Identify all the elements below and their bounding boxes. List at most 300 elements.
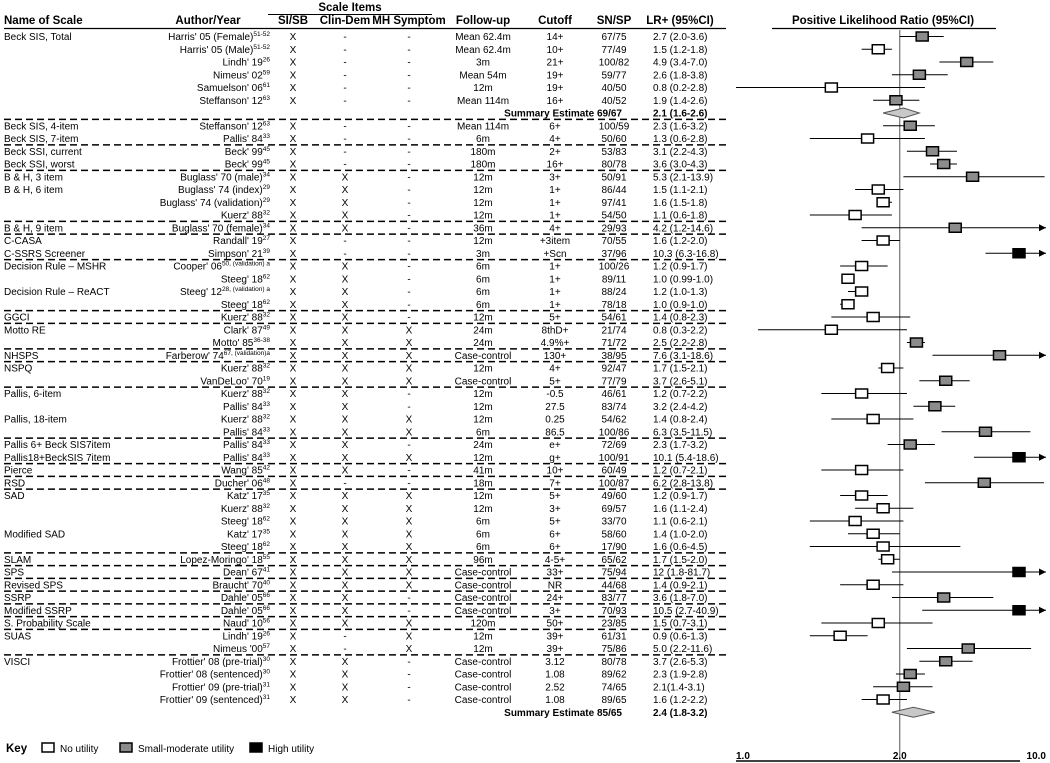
lr-ci-cell: 1.9 (1.4-2.6) [653, 95, 708, 107]
scale-name-cell: VISCI [4, 656, 31, 668]
si-sb-cell: X [289, 580, 297, 592]
legend-title: Key [6, 743, 28, 755]
sn-sp-cell: 23/85 [601, 618, 627, 630]
author-year-cell: Simpson' $21^{39}$ [208, 247, 270, 260]
mh-symptom-cell: - [407, 261, 411, 273]
lr-ci-cell: 1.2 (0.7-2.2) [653, 389, 708, 400]
author-year-cell: Beck' $99^{45}$ [224, 145, 270, 158]
author-year-cell: Kuerz' $88^{32}$ [220, 413, 270, 426]
cutoff-cell: 1.08 [545, 695, 565, 706]
point-estimate-marker [882, 364, 894, 373]
legend-swatch-no-utility [42, 743, 54, 752]
lr-ci-cell: 0.9 (0.6-1.3) [653, 631, 708, 643]
point-estimate-marker [856, 389, 868, 398]
mh-symptom-cell: - [407, 159, 411, 171]
ci-arrow [1039, 607, 1046, 614]
table-row [4, 414, 707, 426]
mh-symptom-cell: - [407, 134, 411, 145]
lr-ci-cell: 1.4 (0.8-2.3) [653, 312, 708, 324]
author-year-cell: Kuerz' $88^{32}$ [220, 209, 270, 222]
point-estimate-marker [842, 300, 854, 309]
clin-dem-cell: - [343, 95, 347, 107]
cutoff-cell: 6+ [549, 542, 561, 553]
author-year-cell: Frottier' 09 (pre-trial)$^{31}$ [171, 681, 270, 694]
follow-up-cell: Case-control [454, 376, 512, 388]
cutoff-cell: 8thD+ [541, 325, 569, 337]
clin-dem-cell: - [343, 57, 347, 69]
si-sb-cell: X [289, 440, 297, 451]
author-year-cell: Steeg' $18^{62}$ [220, 298, 270, 311]
mh-symptom-cell: - [407, 197, 411, 209]
point-estimate-marker [877, 542, 889, 551]
point-estimate-marker [856, 466, 868, 475]
si-sb-cell: X [289, 325, 297, 337]
clin-dem-cell: X [341, 312, 349, 324]
sn-sp-cell: 80/78 [601, 656, 627, 668]
sn-sp-cell: 44/68 [601, 580, 627, 592]
si-sb-cell: X [289, 478, 297, 490]
cutoff-cell: 86.5 [545, 427, 565, 439]
mh-symptom-cell: X [405, 325, 413, 337]
point-estimate-marker [910, 338, 922, 347]
author-year-cell: Buglass' 70 (female)$^{34}$ [171, 222, 270, 235]
mh-symptom-cell: - [407, 57, 411, 69]
mh-symptom-cell: - [407, 172, 411, 184]
clin-dem-cell: - [343, 70, 347, 82]
table-row [221, 503, 708, 515]
sn-sp-cell: 83/74 [601, 401, 627, 413]
point-estimate-marker [904, 440, 916, 449]
scale-name-cell: C-SSRS Screener [4, 248, 86, 260]
clin-dem-cell: - [343, 236, 347, 247]
cutoff-cell: 1+ [549, 185, 561, 196]
si-sb-cell: X [289, 236, 297, 247]
point-estimate-marker [938, 160, 950, 169]
cutoff-cell: 7+ [549, 478, 561, 490]
follow-up-cell: 12m [473, 172, 493, 184]
point-estimate-marker [867, 580, 879, 589]
cutoff-cell: g+ [549, 452, 561, 464]
si-sb-cell: X [289, 57, 297, 69]
header-name-of-scale: Name of Scale [4, 15, 83, 27]
clin-dem-cell: - [343, 478, 347, 490]
lr-ci-cell: 2.3 (1.9-2.8) [653, 669, 708, 681]
ci-arrow [1039, 250, 1046, 257]
legend-swatch-high-utility [250, 743, 262, 752]
cutoff-cell: 4+ [549, 223, 561, 235]
lr-ci-cell: 2.1 (1.6-2.6) [653, 108, 708, 120]
author-year-cell: Beck' $99^{45}$ [224, 158, 270, 171]
table-row [4, 133, 707, 145]
follow-up-cell: Case-control [454, 682, 512, 694]
sn-sp-cell: 100/59 [598, 121, 630, 133]
sn-sp-cell: 100/26 [598, 261, 630, 273]
cutoff-cell: 4+ [549, 363, 561, 375]
lr-ci-cell: 1.7 (1.5-2.0) [653, 554, 708, 566]
table-row [223, 426, 712, 438]
clin-dem-cell: X [341, 580, 349, 592]
si-sb-cell: X [289, 529, 297, 541]
scale-name-cell: RSD [4, 478, 26, 490]
table-row [199, 95, 707, 107]
table-row [160, 694, 708, 706]
table-row [4, 592, 707, 604]
clin-dem-cell: - [343, 134, 347, 145]
cutoff-cell: 33+ [546, 567, 564, 579]
author-year-cell: Pallis' $84^{33}$ [223, 439, 270, 451]
x-tick-label: 1.0 [736, 751, 750, 762]
header-sn-sp: SN/SP [596, 15, 632, 27]
table-row [4, 490, 707, 502]
si-sb-cell: X [289, 567, 297, 579]
cutoff-cell: 3+ [549, 172, 561, 184]
mh-symptom-cell: - [407, 605, 411, 617]
author-year-cell: Clark' $87^{49}$ [223, 324, 270, 337]
sn-sp-cell: 89/11 [601, 274, 627, 286]
lr-ci-cell: 3.6 (1.8-7.0) [653, 593, 708, 604]
table-row [197, 82, 708, 94]
sn-sp-cell: 80/78 [601, 159, 627, 171]
clin-dem-cell: X [341, 516, 349, 528]
scale-name-cell: Beck SIS, Total [4, 32, 72, 43]
mh-symptom-cell: - [407, 287, 411, 298]
cutoff-cell: +3item [539, 236, 571, 247]
si-sb-cell: X [289, 185, 297, 196]
mh-symptom-cell: X [405, 414, 413, 426]
author-year-cell: Dean' $67^{41}$ [223, 566, 270, 579]
ci-arrow [1039, 454, 1046, 461]
mh-symptom-cell: X [405, 542, 413, 553]
author-year-cell: Kuerz' $88^{32}$ [220, 388, 270, 400]
author-year-cell: VanDeLoo' $70^{19}$ [200, 375, 270, 388]
cutoff-cell: 1+ [549, 210, 561, 222]
clin-dem-cell: X [341, 299, 349, 311]
table-row [160, 197, 708, 209]
clin-dem-cell: - [343, 644, 347, 655]
follow-up-cell: 12m [473, 389, 493, 400]
author-year-cell: Harris' 05 (Male)$^{51-52}$ [179, 43, 270, 56]
sn-sp-cell: 21/74 [601, 325, 627, 337]
clin-dem-cell: X [341, 554, 349, 566]
point-estimate-marker [904, 121, 916, 130]
summary-label: Summary Estimate 85/65 [504, 707, 622, 719]
cutoff-cell: 21+ [546, 57, 564, 69]
table-row [4, 286, 707, 298]
point-estimate-marker [849, 517, 861, 526]
scale-name-cell: Beck SSI, worst [4, 159, 75, 171]
sn-sp-cell: 77/79 [601, 376, 627, 388]
header-follow-up: Follow-up [455, 15, 511, 27]
author-year-cell: Kuerz' $88^{32}$ [220, 362, 270, 375]
point-estimate-marker [842, 274, 854, 283]
author-year-cell: Motto' 85$^{36-38}$ [212, 337, 270, 349]
sn-sp-cell: 49/60 [601, 491, 627, 502]
table-row [221, 273, 713, 285]
si-sb-cell: X [289, 312, 297, 324]
point-estimate-marker [1013, 606, 1025, 615]
sn-sp-cell: 65/62 [601, 554, 627, 566]
lr-ci-cell: 10.5 (2.7-40.9) [653, 605, 719, 617]
table-row [4, 235, 707, 247]
point-estimate-marker [867, 529, 879, 538]
si-sb-cell: X [289, 376, 297, 388]
cutoff-cell: -0.5 [546, 389, 564, 400]
header-author-year: Author/Year [175, 15, 241, 27]
point-estimate-marker [940, 376, 952, 385]
follow-up-cell: Case-control [454, 580, 512, 592]
mh-symptom-cell: - [407, 695, 411, 706]
clin-dem-cell: X [341, 325, 349, 337]
sn-sp-cell: 89/65 [601, 695, 627, 706]
scale-name-cell: Decision Rule – ReACT [4, 287, 110, 298]
lr-ci-cell: 1.5 (1.1-2.1) [653, 185, 708, 196]
author-year-cell: Buglass' 70 (male)$^{34}$ [180, 171, 270, 184]
scale-name-cell: SAD [4, 491, 25, 502]
legend-label-no-utility: No utility [60, 744, 99, 755]
sn-sp-cell: 70/55 [601, 236, 627, 247]
lr-ci-cell: 3.1 (2.2-4.3) [653, 146, 708, 158]
sn-sp-cell: 37/96 [601, 248, 627, 260]
summary-row [504, 708, 707, 719]
cutoff-cell: 1.08 [545, 669, 565, 681]
si-sb-cell: X [289, 248, 297, 260]
mh-symptom-cell: - [407, 223, 411, 235]
si-sb-cell: X [289, 656, 297, 668]
clin-dem-cell: - [343, 44, 347, 56]
author-year-cell: Pallis' $84^{33}$ [223, 133, 270, 145]
table-row [4, 618, 707, 630]
cutoff-cell: 5+ [549, 312, 561, 324]
si-sb-cell: X [289, 554, 297, 566]
lr-ci-cell: 1.2 (0.7-2.1) [653, 465, 708, 477]
scale-name-cell: SUAS [4, 631, 32, 643]
ci-arrow [1039, 352, 1046, 359]
scale-name-cell: NHSPS [4, 350, 39, 362]
scale-name-cell: Modified SAD [4, 529, 66, 541]
clin-dem-cell: - [343, 146, 347, 158]
table-row [4, 554, 707, 566]
clin-dem-cell: X [341, 682, 349, 694]
follow-up-cell: Case-control [454, 656, 512, 668]
scale-name-cell: Decision Rule – MSHR [4, 261, 107, 273]
sn-sp-cell: 75/86 [601, 644, 627, 655]
follow-up-cell: 12m [473, 312, 493, 324]
cutoff-cell: 39+ [546, 631, 564, 643]
si-sb-cell: X [289, 465, 297, 477]
lr-ci-cell: 2.7 (2.0-3.6) [653, 32, 708, 43]
follow-up-cell: 6m [476, 542, 490, 553]
mh-symptom-cell: - [407, 274, 411, 286]
lr-ci-cell: 1.0 (0.99-1.0) [653, 274, 714, 286]
si-sb-cell: X [289, 44, 297, 56]
clin-dem-cell: X [341, 185, 349, 196]
follow-up-cell: Case-control [454, 567, 512, 579]
table-row [4, 605, 719, 617]
clin-dem-cell: X [341, 223, 349, 235]
table-row [222, 57, 707, 69]
legend-label-high-utility: High utility [268, 744, 315, 755]
table-row [4, 630, 707, 642]
si-sb-cell: X [289, 172, 297, 184]
follow-up-cell: 6m [476, 299, 490, 311]
si-sb-cell: X [289, 695, 297, 706]
follow-up-cell: 24m [473, 338, 493, 349]
point-estimate-marker [916, 32, 928, 41]
table-row [4, 363, 707, 375]
cutoff-cell: 19+ [546, 70, 564, 82]
sn-sp-cell: 100/86 [598, 427, 630, 439]
author-year-cell: Katz' $17^{35}$ [226, 490, 270, 502]
follow-up-cell: 12m [473, 83, 493, 94]
scale-name-cell: Pallis, 6-item [4, 389, 62, 400]
point-estimate-marker [825, 83, 837, 92]
lr-ci-cell: 1.6 (1.1-2.4) [653, 503, 708, 515]
si-sb-cell: X [289, 669, 297, 681]
point-estimate-marker [856, 287, 868, 296]
point-estimate-marker [877, 198, 889, 207]
lr-ci-cell: 3.6 (3.0-4.3) [653, 159, 708, 171]
clin-dem-cell: X [341, 593, 349, 604]
mh-symptom-cell: X [405, 503, 413, 515]
sn-sp-cell: 40/50 [601, 83, 627, 94]
si-sb-cell: X [289, 389, 297, 400]
scale-name-cell: Pierce [4, 465, 33, 477]
clin-dem-cell: X [341, 274, 349, 286]
clin-dem-cell: X [341, 414, 349, 426]
header-scale-items: Scale Items [318, 2, 382, 14]
table-row [4, 452, 719, 464]
point-estimate-marker [967, 172, 979, 181]
author-year-cell: Steeg' $12^{28, (validation) a}$ [179, 286, 270, 298]
scale-name-cell: SSRP [4, 593, 32, 604]
author-year-cell: Nimeus' $02^{59}$ [213, 69, 270, 82]
point-estimate-marker [961, 58, 973, 67]
follow-up-cell: 12m [473, 644, 493, 655]
lr-ci-cell: 2.6 (1.8-3.8) [653, 70, 708, 82]
si-sb-cell: X [289, 197, 297, 209]
cutoff-cell: 4+ [549, 134, 561, 145]
clin-dem-cell: X [341, 656, 349, 668]
cutoff-cell: 39+ [546, 644, 564, 655]
si-sb-cell: X [289, 121, 297, 133]
si-sb-cell: X [289, 414, 297, 426]
table-rows [4, 31, 726, 719]
summary-diamond [883, 108, 919, 118]
author-year-cell: Kuerz' $88^{32}$ [220, 502, 270, 515]
lr-ci-cell: 5.0 (2.2-11.6) [653, 644, 713, 655]
si-sb-cell: X [289, 682, 297, 694]
table-row [4, 184, 707, 196]
sn-sp-cell: 70/93 [601, 605, 627, 617]
mh-symptom-cell: X [405, 631, 413, 643]
mh-symptom-cell: - [407, 236, 411, 247]
follow-up-cell: 180m [470, 159, 496, 171]
author-year-cell: Pallis' $84^{33}$ [223, 426, 270, 439]
author-year-cell: Buglass' 74 (validation)$^{29}$ [159, 196, 270, 209]
mh-symptom-cell: - [407, 465, 411, 477]
mh-symptom-cell: X [405, 567, 413, 579]
sn-sp-cell: 88/24 [601, 287, 627, 298]
point-estimate-marker [877, 695, 889, 704]
clin-dem-cell: - [343, 83, 347, 94]
clin-dem-cell: X [341, 605, 349, 617]
si-sb-cell: X [289, 363, 297, 375]
follow-up-cell: 12m [473, 491, 493, 502]
point-estimate-marker [949, 223, 961, 232]
author-year-cell: Buglass' 74 (index)$^{29}$ [178, 184, 270, 196]
table-row [4, 528, 707, 540]
si-sb-cell: X [289, 32, 297, 43]
sn-sp-cell: 100/91 [598, 452, 630, 464]
mh-symptom-cell: - [407, 669, 411, 681]
table-row [4, 146, 707, 158]
clin-dem-cell: X [341, 695, 349, 706]
follow-up-cell: Case-control [454, 669, 512, 681]
point-estimate-marker [877, 504, 889, 513]
clin-dem-cell: X [341, 618, 349, 630]
table-row [4, 579, 707, 591]
clin-dem-cell: X [341, 389, 349, 400]
point-estimate-marker [862, 134, 874, 143]
cutoff-cell: 2+ [549, 146, 561, 158]
mh-symptom-cell: X [405, 427, 413, 439]
cutoff-cell: 16+ [546, 95, 564, 107]
si-sb-cell: X [289, 338, 297, 349]
follow-up-cell: 12m [473, 503, 493, 515]
si-sb-cell: X [289, 261, 297, 273]
si-sb-cell: X [289, 401, 297, 413]
follow-up-cell: 6m [476, 427, 490, 439]
table-row [4, 324, 707, 336]
cutoff-cell: 6+ [549, 529, 561, 541]
lr-ci-cell: 2.4 (1.8-3.2) [653, 707, 708, 719]
clin-dem-cell: X [341, 440, 349, 451]
cutoff-cell: 0.25 [545, 414, 565, 426]
follow-up-cell: Mean 62.4m [455, 32, 511, 43]
follow-up-cell: 6m [476, 134, 490, 145]
author-year-cell: Pallis' $84^{33}$ [223, 400, 270, 413]
mh-symptom-cell: - [407, 185, 411, 196]
table-row [4, 159, 707, 171]
cutoff-cell: 1+ [549, 299, 561, 311]
sn-sp-cell: 97/41 [601, 197, 627, 209]
table-row [4, 171, 713, 183]
ci-arrow [1039, 569, 1046, 576]
mh-symptom-cell: - [407, 478, 411, 490]
cutoff-cell: 1+ [549, 274, 561, 286]
sn-sp-cell: 50/91 [601, 172, 627, 184]
si-sb-cell: X [289, 644, 297, 655]
follow-up-cell: 12m [473, 363, 493, 375]
si-sb-cell: X [289, 159, 297, 171]
mh-symptom-cell: X [405, 363, 413, 375]
point-estimate-marker [1013, 453, 1025, 462]
cutoff-cell: 1+ [549, 197, 561, 209]
scale-name-cell: SPS [4, 567, 25, 579]
clin-dem-cell: X [341, 669, 349, 681]
clin-dem-cell: X [341, 261, 349, 273]
follow-up-cell: Mean 62.4m [455, 44, 511, 56]
author-year-cell: Steeg' $18^{62}$ [220, 515, 270, 528]
author-year-cell: Samuelson' $06^{61}$ [196, 82, 270, 94]
summary-label: Summary Estimate 69/67 [504, 108, 622, 120]
si-sb-cell: X [289, 452, 297, 464]
scale-name-cell: Pallis 6+ Beck SIS7item [4, 440, 111, 451]
summary-diamond [892, 707, 935, 717]
scale-name-cell: Revised SPS [4, 580, 63, 592]
follow-up-cell: Mean 114m [456, 121, 510, 133]
sn-sp-cell: 54/62 [601, 414, 627, 426]
